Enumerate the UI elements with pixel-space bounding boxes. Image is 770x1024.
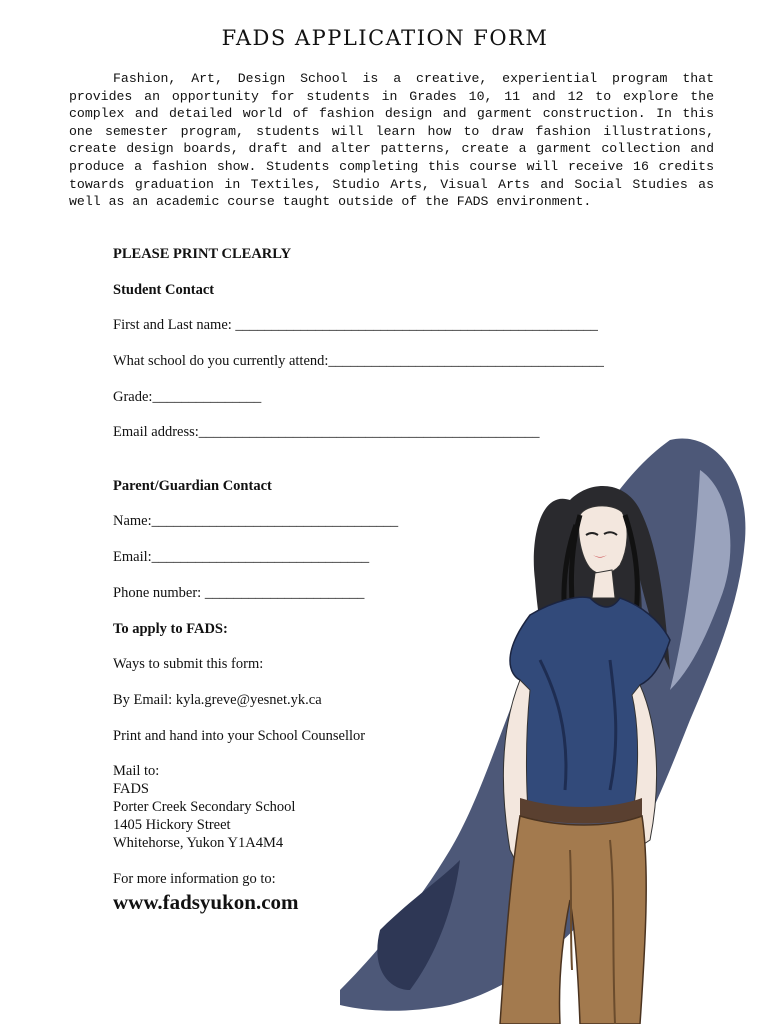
phone-number-field[interactable]: Phone number: ______________________ [113,585,365,601]
school-field[interactable]: What school do you currently attend:______________________________________ [113,353,604,369]
form-title: FADS APPLICATION FORM [221,26,549,50]
intro-paragraph: Fashion, Art, Design School is a creative, experiential program that provides an opportunity for students in Grades 10, 11 and 12 to explore the complex and detailed world of fashion design and garment construction. In this one semester program, students will learn how to draw fashion illustrations, create design boards, draft and alter patterns, create a garment collection and produce a fashion show. Students completing this course will receive 16 credits towards graduation in Textiles, Studio Arts, Visual Arts and Social Studies as well as an academic course taught outside of the FADS environment. [69,71,714,210]
submit-by-email: By Email: kyla.greve@yesnet.yk.ca [113,692,322,708]
print-clearly-notice: PLEASE PRINT CLEARLY [113,246,292,262]
student-email-field[interactable]: Email address:_______________________________________________ [113,424,540,440]
more-info-label: For more information go to: [113,871,276,887]
parent-email-field[interactable]: Email:______________________________ [113,549,370,565]
mail-address-line: 1405 Hickory Street [113,817,231,833]
apply-heading: To apply to FADS: [113,621,228,637]
parent-name-field[interactable]: Name:__________________________________ [113,513,399,529]
student-contact-heading: Student Contact [113,282,215,298]
grade-field[interactable]: Grade:_______________ [113,389,262,405]
pants [500,816,646,1024]
ways-to-submit: Ways to submit this form: [113,656,264,672]
submit-print-hand: Print and hand into your School Counsellor [113,728,366,744]
student-name-field[interactable]: First and Last name: __________________________________________________ [113,317,598,333]
mail-to-label: Mail to: [113,763,160,779]
parent-contact-heading: Parent/Guardian Contact [113,478,272,494]
mail-address-line: Whitehorse, Yukon Y1A4M4 [113,835,284,851]
website-link[interactable]: www.fadsyukon.com [113,890,299,914]
fashion-illustration [340,430,770,1024]
mail-address-line: FADS [113,781,149,797]
mail-address-line: Porter Creek Secondary School [113,799,296,815]
